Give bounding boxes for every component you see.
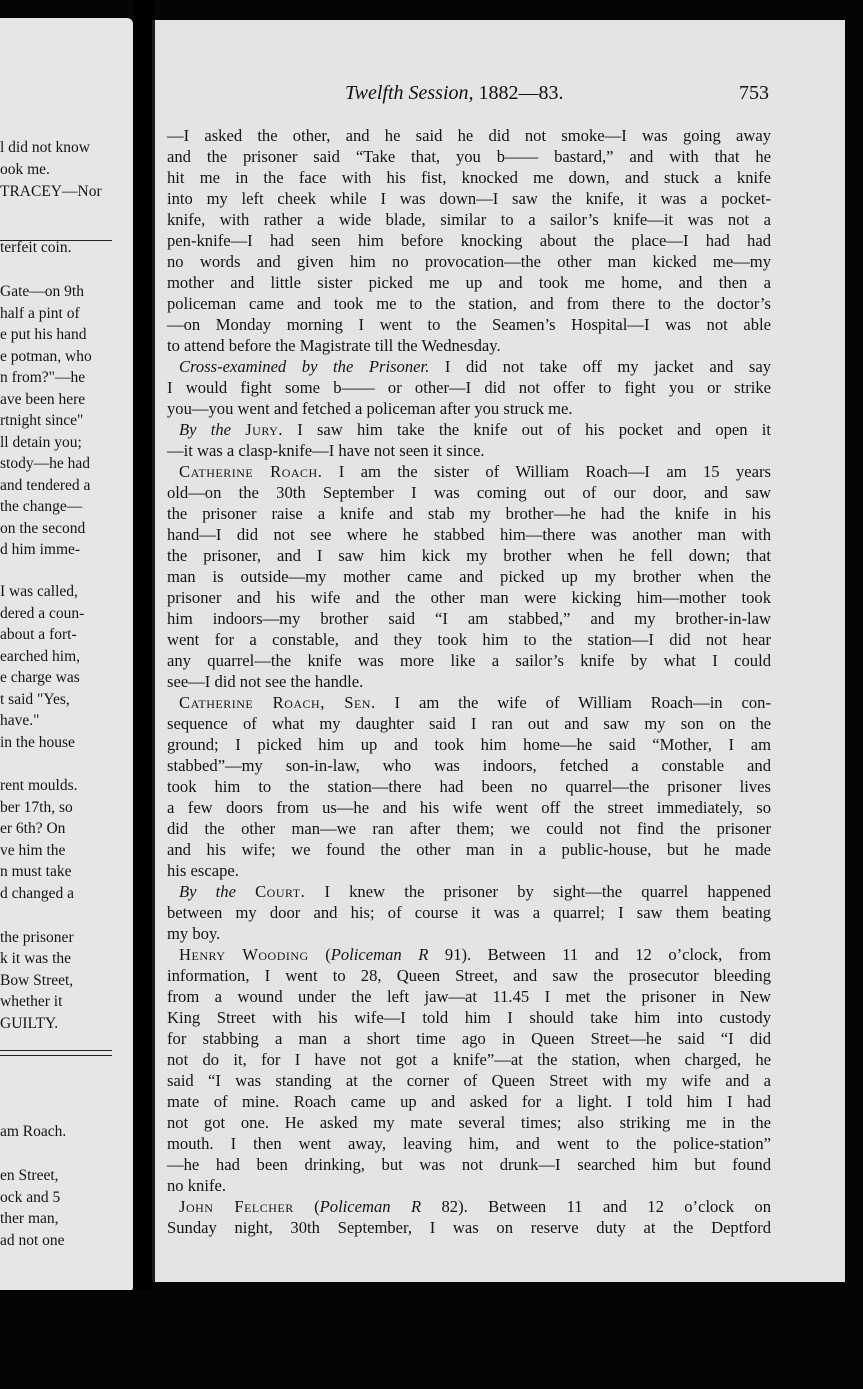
- text-line: [167, 588, 771, 608]
- text-segment: you—you went and fetched a policeman after you struck me.: [167, 399, 573, 418]
- left-page: [0, 18, 133, 1293]
- left-page-text-fragment: ook me.: [0, 161, 50, 178]
- text-line: [167, 735, 771, 755]
- text-segment: prisoner and his wife and the other man were kicking him—mother took: [167, 588, 771, 607]
- text-segment: hit me in the face with his fist, knocked me down, and stuck a knife: [167, 168, 771, 187]
- left-page-text-fragment: n must take: [0, 863, 72, 880]
- text-segment: from a wound under the left jaw—at 11.45 I met the prisoner in New: [167, 987, 771, 1006]
- scan-bottom-edge: [0, 1290, 863, 1389]
- text-line: [167, 441, 771, 461]
- text-segment: the prisoner, and I saw him kick my brother when he fell down; that: [167, 546, 771, 565]
- left-page-text-fragment: e potman, who: [0, 348, 92, 365]
- text-line: [167, 819, 771, 839]
- text-segment: old—on the 30th September I was coming out of our door, and saw: [167, 483, 771, 502]
- text-line: [167, 1155, 771, 1175]
- text-segment: knife, with rather a wide blade, similar to a sailor’s knife—it was not a: [167, 210, 771, 229]
- text-segment: into my left cheek while I was down—I saw the knife, it was a pocket-: [167, 189, 771, 208]
- left-page-text-fragment: rent moulds.: [0, 777, 78, 794]
- text-segment: no knife.: [167, 1176, 226, 1195]
- text-segment: between my door and his; of course it was a quarrel; I saw them beating: [167, 903, 771, 922]
- text-line: [167, 504, 771, 524]
- text-segment: 91). Between 11 and 12 o’clock, from: [428, 945, 771, 964]
- left-page-text-fragment: en Street,: [0, 1167, 59, 1184]
- left-page-text-fragment: Gate—on 9th: [0, 283, 84, 300]
- text-segment: —he had been drinking, but was not drunk—I searched him but found: [167, 1155, 771, 1174]
- left-page-text-fragment: n from?"—he: [0, 369, 86, 386]
- text-segment: —it was a clasp-knife—I have not seen it since.: [167, 441, 485, 460]
- text-line: [167, 966, 771, 986]
- italic-phrase: By the: [179, 882, 256, 901]
- italic-phrase: Policeman R: [330, 945, 429, 964]
- text-segment: mate of mine. Roach came up and asked for a light. I told him I had: [167, 1092, 771, 1111]
- text-line: [167, 609, 771, 629]
- left-page-text-fragment: on the second: [0, 520, 86, 537]
- text-segment: mother and little sister picked me up and took me home, and then a: [167, 273, 771, 292]
- text-line: [167, 357, 771, 377]
- text-line: [167, 1134, 771, 1154]
- left-page-text-fragment: t said "Yes,: [0, 691, 70, 708]
- left-page-text-fragment: rtnight since": [0, 412, 84, 429]
- text-segment: ground; I picked him up and took him home—he said “Mother, I am: [167, 735, 771, 754]
- text-segment: any quarrel—the knife was more like a sailor’s knife by what I could: [167, 651, 771, 670]
- text-segment: and his wife; we found the other man in a public-house, but he made: [167, 840, 771, 859]
- left-page-text-fragment: ock and 5: [0, 1189, 61, 1206]
- text-segment: a few doors from us—he and his wife went off the street immediately, so: [167, 798, 771, 817]
- text-line: [167, 1176, 771, 1196]
- left-page-text-fragment: ther man,: [0, 1210, 59, 1227]
- left-page-text-fragment: d him imme-: [0, 541, 81, 558]
- left-page-text-fragment: e charge was: [0, 669, 80, 686]
- text-line: [167, 546, 771, 566]
- text-segment: 82). Between 11 and 12 o’clock on: [421, 1197, 771, 1216]
- text-line: [167, 231, 771, 251]
- text-line: [167, 1050, 771, 1070]
- left-page-text-fragment: the prisoner: [0, 929, 74, 946]
- text-segment: for stabbing a man a short time ago in Queen Street—he said “I did: [167, 1029, 771, 1048]
- italic-phrase: Cross-examined by the Prisoner.: [179, 357, 430, 376]
- text-line: [167, 1029, 771, 1049]
- left-page-text-fragment: earched him,: [0, 648, 81, 665]
- text-line: [167, 840, 771, 860]
- left-page-text-fragment: e put his hand: [0, 326, 87, 343]
- speaker-name: Catherine Roach, Sen.: [179, 693, 376, 712]
- text-line: [167, 462, 771, 482]
- text-segment: stabbed”—my son-in-law, who was indoors, fetched a constable and: [167, 756, 771, 775]
- text-line: [167, 210, 771, 230]
- left-page-text-fragment: stody—he had: [0, 455, 90, 472]
- left-page-text-fragment: l did not know: [0, 139, 90, 156]
- text-segment: —on Monday morning I went to the Seamen’s Hospital—I was not able: [167, 315, 771, 334]
- text-segment: took him to the station—there had been no quarrel—the prisoner lives: [167, 777, 771, 796]
- text-line: [167, 147, 771, 167]
- text-segment: him indoors—my brother said “I am stabbed,” and my brother-in-law: [167, 609, 771, 628]
- left-page-text-fragment: Bow Street,: [0, 972, 74, 989]
- text-line: [167, 861, 771, 881]
- speaker-name: Jury.: [245, 420, 283, 439]
- speaker-name: Court.: [255, 882, 306, 901]
- speaker-name: Catherine Roach.: [179, 462, 323, 481]
- text-line: [167, 630, 771, 650]
- text-segment: Sunday night, 30th September, I was on reserve duty at the Deptford: [167, 1218, 771, 1237]
- text-line: [167, 945, 771, 965]
- text-segment: sequence of what my daughter said I ran out and saw my son on the: [167, 714, 771, 733]
- speaker-name: John Felcher: [179, 1197, 294, 1216]
- left-page-text-fragment: TRACEY—Nor: [0, 183, 102, 200]
- text-segment: (: [308, 945, 331, 964]
- text-line: [167, 693, 771, 713]
- text-segment: said “I was standing at the corner of Queen Street with my wife and a: [167, 1071, 771, 1090]
- text-line: [167, 1008, 771, 1028]
- left-page-text-fragment: about a fort-: [0, 626, 77, 643]
- text-line: [167, 903, 771, 923]
- text-segment: to attend before the Magistrate till the Wednesday.: [167, 336, 501, 355]
- text-line: [167, 315, 771, 335]
- text-segment: (: [293, 1197, 320, 1216]
- left-section-double-rule: [0, 1050, 112, 1056]
- text-line: [167, 651, 771, 671]
- text-line: [167, 189, 771, 209]
- left-page-text-fragment: half a pint of: [0, 305, 80, 322]
- text-line: [167, 756, 771, 776]
- left-page-text-fragment: I was called,: [0, 583, 78, 600]
- text-segment: did the other man—we ran after them; we could not find the prisoner: [167, 819, 771, 838]
- text-line: [167, 567, 771, 587]
- left-page-text-fragment: GUILTY.: [0, 1015, 59, 1032]
- text-line: [167, 714, 771, 734]
- left-page-text-fragment: in the house: [0, 734, 75, 751]
- text-segment: I saw him take the knife out of his pocket and open it: [283, 420, 772, 439]
- running-title: Twelfth Session, 1882—83.: [345, 82, 564, 104]
- text-segment: policeman came and took me to the station, and from there to the doctor’s: [167, 294, 771, 313]
- left-page-text-fragment: d changed a: [0, 885, 75, 902]
- text-segment: the prisoner raise a knife and stab my brother—he had the knife in his: [167, 504, 771, 523]
- text-line: [167, 168, 771, 188]
- text-segment: I knew the prisoner by sight—the quarrel happened: [305, 882, 771, 901]
- left-page-text-fragment: ber 17th, so: [0, 799, 73, 816]
- italic-phrase: By the: [179, 420, 246, 439]
- text-line: [167, 1092, 771, 1112]
- text-line: [167, 1071, 771, 1091]
- left-page-text-fragment: ll detain you;: [0, 434, 82, 451]
- text-line: [167, 336, 771, 356]
- left-page-text-fragment: ve him the: [0, 842, 66, 859]
- left-page-text-fragment: have.": [0, 712, 40, 729]
- text-line: [167, 420, 771, 440]
- text-segment: went for a constable, and they took him to the station—I did not hear: [167, 630, 771, 649]
- left-page-text-fragment: er 6th? On: [0, 820, 66, 837]
- text-line: [167, 483, 771, 503]
- text-segment: not do it, for I have not got a knife”—at the station, when charged, he: [167, 1050, 771, 1069]
- text-segment: hand—I did not see where he stabbed him—there was another man with: [167, 525, 771, 544]
- text-segment: no words and given him no provocation—the other man kicked me—my: [167, 252, 771, 271]
- text-line: [167, 273, 771, 293]
- text-segment: —I asked the other, and he said he did not smoke—I was going away: [167, 126, 771, 145]
- page-number: 753: [739, 82, 769, 104]
- left-page-text-fragment: the change—: [0, 498, 83, 515]
- left-page-text-fragment: and tendered a: [0, 477, 91, 494]
- left-page-text-fragment: am Roach.: [0, 1123, 67, 1140]
- left-page-text-fragment: dered a coun-: [0, 605, 85, 622]
- right-page: [152, 20, 845, 1282]
- text-segment: pen-knife—I had seen him before knocking about the place—I had had: [167, 231, 771, 250]
- left-page-text-fragment: terfeit coin.: [0, 239, 72, 256]
- text-line: [167, 672, 771, 692]
- text-segment: information, I went to 28, Queen Street, and saw the prosecutor bleeding: [167, 966, 771, 985]
- text-line: [167, 294, 771, 314]
- text-line: [167, 987, 771, 1007]
- text-segment: man is outside—my mother came and picked up my brother when the: [167, 567, 771, 586]
- text-line: [167, 1197, 771, 1217]
- text-line: [167, 924, 771, 944]
- text-line: [167, 525, 771, 545]
- text-line: [167, 1113, 771, 1133]
- text-line: [167, 252, 771, 272]
- text-line: [167, 777, 771, 797]
- text-line: [167, 399, 771, 419]
- session-years: 1882—83.: [478, 82, 564, 104]
- text-segment: I would fight some b—— or other—I did not offer to fight you or strike: [167, 378, 771, 397]
- text-segment: and the prisoner said “Take that, you b—— bastard,” and with that he: [167, 147, 771, 166]
- speaker-name: Henry Wooding: [179, 945, 309, 964]
- text-line: [167, 126, 771, 146]
- text-segment: I am the sister of William Roach—I am 15 years: [322, 462, 772, 481]
- text-segment: I am the wife of William Roach—in con-: [375, 693, 771, 712]
- running-header: [155, 82, 845, 110]
- left-page-text-fragment: whether it: [0, 993, 63, 1010]
- italic-phrase: Policeman R: [319, 1197, 422, 1216]
- left-page-text-fragment: k it was the: [0, 950, 72, 967]
- text-segment: King Street with his wife—I told him I should take him into custody: [167, 1008, 771, 1027]
- text-segment: I did not take off my jacket and say: [429, 357, 771, 376]
- text-segment: not got one. He asked my mate several times; also striking me in the: [167, 1113, 771, 1132]
- text-segment: my boy.: [167, 924, 221, 943]
- text-line: [167, 1218, 771, 1238]
- text-segment: his escape.: [167, 861, 239, 880]
- text-segment: mouth. I then went away, leaving him, and went to the police-station”: [167, 1134, 771, 1153]
- text-line: [167, 378, 771, 398]
- text-line: [167, 798, 771, 818]
- left-page-text-fragment: ave been here: [0, 391, 86, 408]
- text-line: [167, 882, 771, 902]
- text-segment: see—I did not see the handle.: [167, 672, 364, 691]
- left-page-text-fragment: ad not one: [0, 1232, 65, 1249]
